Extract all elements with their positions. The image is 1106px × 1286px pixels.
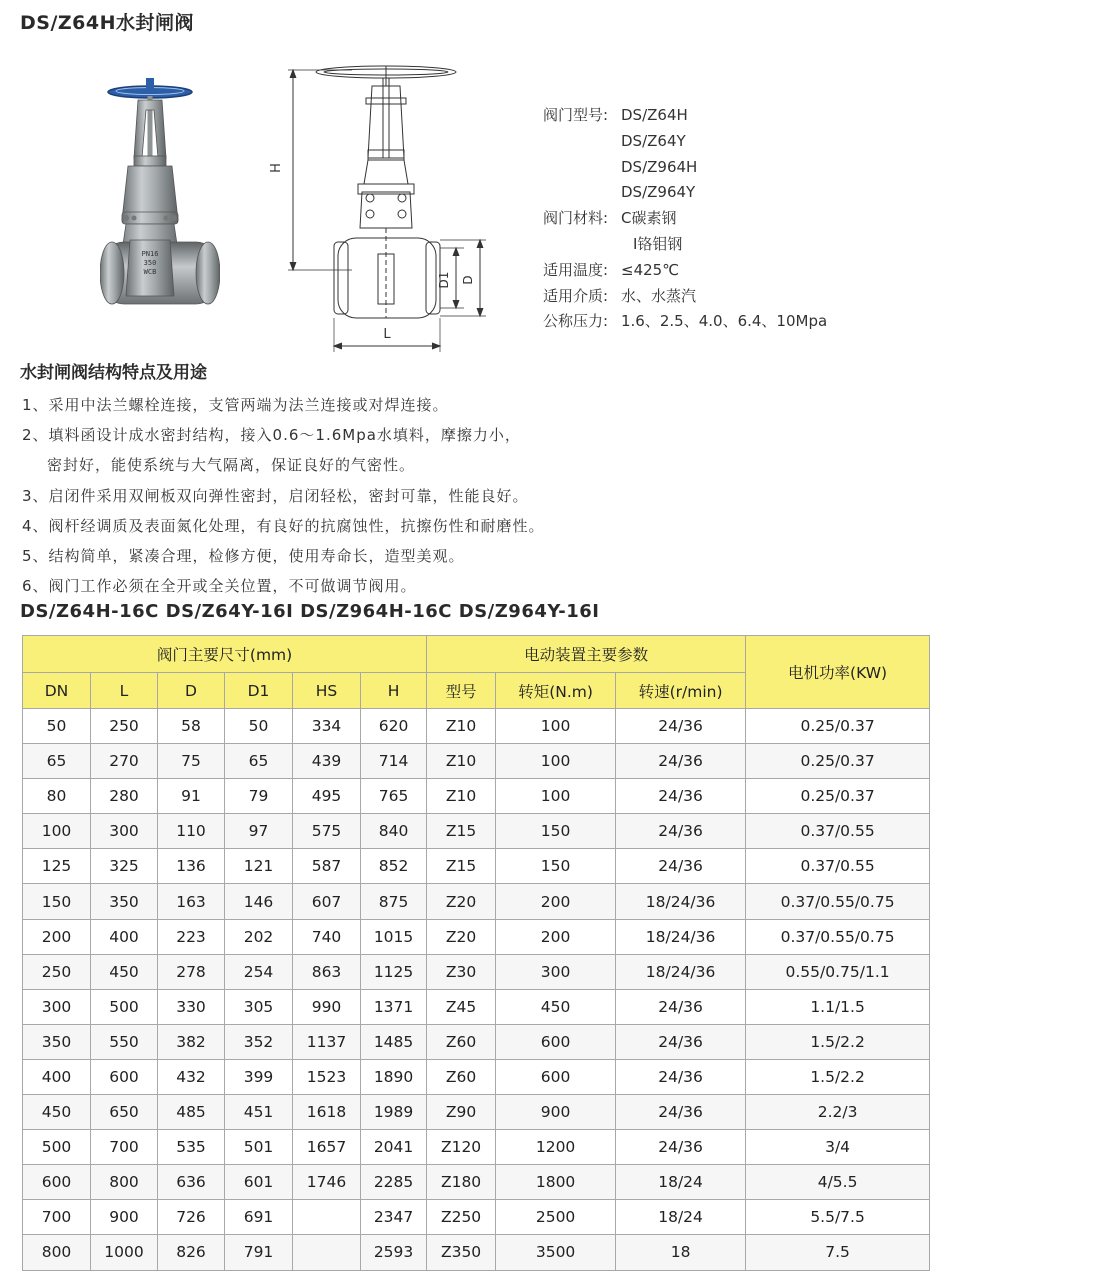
table-cell: 2285 [361,1165,427,1200]
table-cell: 24/36 [616,779,746,814]
table-cell: 0.55/0.75/1.1 [746,954,930,989]
table-row [23,1165,930,1200]
table-cell: 2347 [361,1200,427,1235]
col-header-speed: 转速(r/min) [616,673,746,709]
table-cell: 121 [225,849,293,884]
spec-temp [543,258,827,284]
table-row [23,779,930,814]
table-cell: 1890 [361,1059,427,1094]
table-cell: 18/24/36 [616,954,746,989]
table-row [23,1235,930,1270]
table-cell: 840 [361,814,427,849]
table-cell: 223 [158,919,225,954]
table-cell: 607 [293,884,361,919]
table-cell: 75 [158,744,225,779]
table-cell: 800 [23,1235,91,1270]
table-cell: 125 [23,849,91,884]
table-cell: 330 [158,989,225,1024]
table-cell: 300 [496,954,616,989]
spec-model-value-3: DS/Z964H [621,157,698,176]
table-cell: Z10 [427,744,496,779]
table-cell: 432 [158,1059,225,1094]
spec-pressure-value: 1.6、2.5、4.0、6.4、10Mpa [621,312,828,331]
table-cell: 100 [496,709,616,744]
col-header-d1: D1 [225,673,293,709]
table-cell: 250 [23,954,91,989]
table-cell: 146 [225,884,293,919]
spec-pressure [543,309,827,335]
table-header-groups [23,636,930,673]
table-cell: 826 [158,1235,225,1270]
features-list [22,390,545,601]
table-cell: 550 [91,1024,158,1059]
label-d1: D1 [437,271,451,289]
table-cell: 352 [225,1024,293,1059]
table-cell: 350 [23,1024,91,1059]
table-cell: 325 [91,849,158,884]
table-cell: 1.1/1.5 [746,989,930,1024]
table-cell: 500 [91,989,158,1024]
table-cell: Z180 [427,1165,496,1200]
table-cell: 65 [225,744,293,779]
table-cell: 50 [23,709,91,744]
dimensions-table [22,635,930,1271]
feature-item: 2、填料函设计成水密封结构，接入0.6～1.6Mpa水填料，摩擦力小， [22,426,521,445]
table-cell: Z20 [427,919,496,954]
table-cell: 900 [91,1200,158,1235]
table-cell: 0.37/0.55/0.75 [746,919,930,954]
table-cell: 91 [158,779,225,814]
table-cell: 2.2/3 [746,1095,930,1130]
table-cell: 587 [293,849,361,884]
table-cell: 400 [23,1059,91,1094]
table-cell: Z15 [427,849,496,884]
table-cell: Z10 [427,779,496,814]
table-cell: 100 [496,779,616,814]
table-row [23,744,930,779]
table-cell: 350 [91,884,158,919]
table-row [23,709,930,744]
table-cell: 254 [225,954,293,989]
table-cell: 1800 [496,1165,616,1200]
table-cell: 691 [225,1200,293,1235]
table-row [23,954,930,989]
feature-item: 3、启闭件采用双闸板双向弹性密封，启闭轻松，密封可靠，性能良好。 [22,486,529,505]
photo-marking-2: 350 [143,259,157,267]
table-cell: 3/4 [746,1130,930,1165]
table-cell: 1523 [293,1059,361,1094]
table-cell: 58 [158,709,225,744]
spec-medium-value: 水、水蒸汽 [621,286,697,305]
table-cell: 485 [158,1095,225,1130]
table-cell: 110 [158,814,225,849]
table-cell: 24/36 [616,989,746,1024]
table-row [23,1059,930,1094]
table-cell: Z20 [427,884,496,919]
valve-dimension-drawing [268,58,498,358]
table-cell: 24/36 [616,1024,746,1059]
table-row [23,884,930,919]
table-row [23,1200,930,1235]
table-cell [293,1235,361,1270]
spec-medium [543,284,827,310]
table-cell: 280 [91,779,158,814]
table-cell: 650 [91,1095,158,1130]
page-title: DS/Z64H水封闸阀 [20,12,195,34]
table-cell: Z15 [427,814,496,849]
table-cell: 0.37/0.55 [746,814,930,849]
table-row [23,1095,930,1130]
valve-photo [100,70,220,320]
table-cell: 18 [616,1235,746,1270]
table-cell: 863 [293,954,361,989]
table-cell: 791 [225,1235,293,1270]
table-cell: 1657 [293,1130,361,1165]
col-header-hs: HS [293,673,361,709]
spec-model-value-1: DS/Z64H [621,106,688,124]
table-cell: 24/36 [616,1130,746,1165]
table-cell: 900 [496,1095,616,1130]
col-header-h: H [361,673,427,709]
table-cell: 150 [23,884,91,919]
table-cell: 270 [91,744,158,779]
spec-medium-label: 适用介质: [543,286,609,305]
table-cell: 250 [91,709,158,744]
table-row [23,919,930,954]
table-cell: 278 [158,954,225,989]
spec-model-label: 阀门型号: [543,106,609,124]
table-row [23,1024,930,1059]
table-cell: 990 [293,989,361,1024]
col-header-d: D [158,673,225,709]
table-cell: 24/36 [616,744,746,779]
table-cell: 1618 [293,1095,361,1130]
table-cell: 136 [158,849,225,884]
table-cell: 18/24 [616,1200,746,1235]
spec-material-value-2: I铬钼钢 [633,234,683,253]
table-cell: 305 [225,989,293,1024]
table-cell: 1137 [293,1024,361,1059]
label-h: H [269,163,284,173]
table-cell: 3500 [496,1235,616,1270]
table-cell: 18/24/36 [616,919,746,954]
header-group-motor: 电动装置主要参数 [427,636,746,673]
table-cell: 4/5.5 [746,1165,930,1200]
table-cell: 765 [361,779,427,814]
feature-item: 4、阀杆经调质及表面氮化处理，有良好的抗腐蚀性，抗擦伤性和耐磨性。 [22,516,545,535]
table-cell: 600 [496,1059,616,1094]
table-cell: 24/36 [616,849,746,884]
table-cell: 1125 [361,954,427,989]
table-cell: 65 [23,744,91,779]
table-cell: 50 [225,709,293,744]
table-cell: Z90 [427,1095,496,1130]
table-cell: Z60 [427,1024,496,1059]
table-cell: 0.25/0.37 [746,709,930,744]
table-cell: 18/24/36 [616,884,746,919]
table-cell: 200 [496,884,616,919]
table-cell: 80 [23,779,91,814]
table-cell: 714 [361,744,427,779]
table-cell: 100 [23,814,91,849]
col-header-torque: 转矩(N.m) [496,673,616,709]
table-row [23,849,930,884]
table-cell: 0.25/0.37 [746,744,930,779]
table-cell: 1.5/2.2 [746,1024,930,1059]
table-cell: 450 [91,954,158,989]
photo-marking-1: PN16 [141,250,159,258]
table-row [23,814,930,849]
col-header-model: 型号 [427,673,496,709]
table-cell: 1200 [496,1130,616,1165]
spec-temp-value: ≤425℃ [621,260,680,279]
table-cell: 740 [293,919,361,954]
table-cell: 97 [225,814,293,849]
table-cell: 800 [91,1165,158,1200]
table-cell: Z60 [427,1059,496,1094]
spec-model-value-2: DS/Z64Y [621,131,686,150]
table-cell: Z350 [427,1235,496,1270]
label-l: L [383,327,391,342]
table-cell: 200 [496,919,616,954]
table-cell: 2041 [361,1130,427,1165]
table-cell: 700 [91,1130,158,1165]
table-cell: 575 [293,814,361,849]
spec-model-value-4: DS/Z964Y [621,183,696,202]
table-cell: 300 [23,989,91,1024]
feature-item: 密封好，能使系统与大气隔离，保证良好的气密性。 [47,456,416,475]
table-cell: 450 [23,1095,91,1130]
table-cell: 600 [23,1165,91,1200]
feature-item: 1、采用中法兰螺栓连接，支管两端为法兰连接或对焊连接。 [22,396,449,414]
valve-specs [543,103,827,335]
table-cell: 399 [225,1059,293,1094]
table-cell: Z45 [427,989,496,1024]
table-cell: 601 [225,1165,293,1200]
table-cell: 1485 [361,1024,427,1059]
table-cell: 439 [293,744,361,779]
table-cell: 7.5 [746,1235,930,1270]
spec-material [543,206,827,232]
table-cell: 24/36 [616,1059,746,1094]
table-cell: 600 [496,1024,616,1059]
table-cell: 535 [158,1130,225,1165]
table-cell: 1989 [361,1095,427,1130]
table-cell [293,1200,361,1235]
table-cell: 300 [91,814,158,849]
table-cell: 163 [158,884,225,919]
spec-model [543,103,827,129]
table-cell: 200 [23,919,91,954]
spec-pressure-label: 公称压力: [543,312,609,331]
table-cell: 1000 [91,1235,158,1270]
header-motor-power: 电机功率(KW) [746,636,930,709]
table-cell: 852 [361,849,427,884]
table-cell: 334 [293,709,361,744]
table-cell: 24/36 [616,709,746,744]
label-d: D [461,275,475,285]
table-cell: 24/36 [616,1095,746,1130]
table-cell: 700 [23,1200,91,1235]
spec-material-value-1: C碳素钢 [621,209,677,228]
table-cell: Z10 [427,709,496,744]
table-cell: 24/36 [616,814,746,849]
table-cell: Z120 [427,1130,496,1165]
photo-marking-3: WCB [143,268,157,276]
table-cell: 100 [496,744,616,779]
feature-item: 5、结构简单，紧凑合理，检修方便，使用寿命长，造型美观。 [22,547,465,566]
table-cell: 620 [361,709,427,744]
table-cell: 150 [496,814,616,849]
spec-temp-label: 适用温度: [543,260,609,279]
table-body [23,709,930,1271]
table-cell: 202 [225,919,293,954]
table-cell: 0.37/0.55/0.75 [746,884,930,919]
table-cell: 636 [158,1165,225,1200]
table-cell: 1371 [361,989,427,1024]
col-header-dn: DN [23,673,91,709]
table-cell: 600 [91,1059,158,1094]
table-cell: 0.25/0.37 [746,779,930,814]
table-cell: 0.37/0.55 [746,849,930,884]
table-cell: 18/24 [616,1165,746,1200]
table-cell: 1746 [293,1165,361,1200]
table-cell: Z30 [427,954,496,989]
table-cell: 400 [91,919,158,954]
table-cell: 500 [23,1130,91,1165]
table-cell: 382 [158,1024,225,1059]
table-cell: 726 [158,1200,225,1235]
table-cell: 451 [225,1095,293,1130]
col-header-l: L [91,673,158,709]
table-cell: 2500 [496,1200,616,1235]
table-cell: 1015 [361,919,427,954]
table-cell: Z250 [427,1200,496,1235]
table-cell: 1.5/2.2 [746,1059,930,1094]
features-title: 水封闸阀结构特点及用途 [20,363,207,383]
table-row [23,1130,930,1165]
feature-item: 6、阀门工作必须在全开或全关位置，不可做调节阀用。 [22,577,417,596]
table-cell: 501 [225,1130,293,1165]
table-cell: 5.5/7.5 [746,1200,930,1235]
spec-material-label: 阀门材料: [543,209,609,228]
table-cell: 79 [225,779,293,814]
table-cell: 450 [496,989,616,1024]
table-row [23,989,930,1024]
table-title: DS/Z64H-16C DS/Z64Y-16I DS/Z964H-16C DS/Z964Y-16I [20,601,600,622]
table-cell: 2593 [361,1235,427,1270]
table-cell: 150 [496,849,616,884]
table-cell: 875 [361,884,427,919]
table-cell: 495 [293,779,361,814]
header-group-dimensions: 阀门主要尺寸(mm) [23,636,427,673]
